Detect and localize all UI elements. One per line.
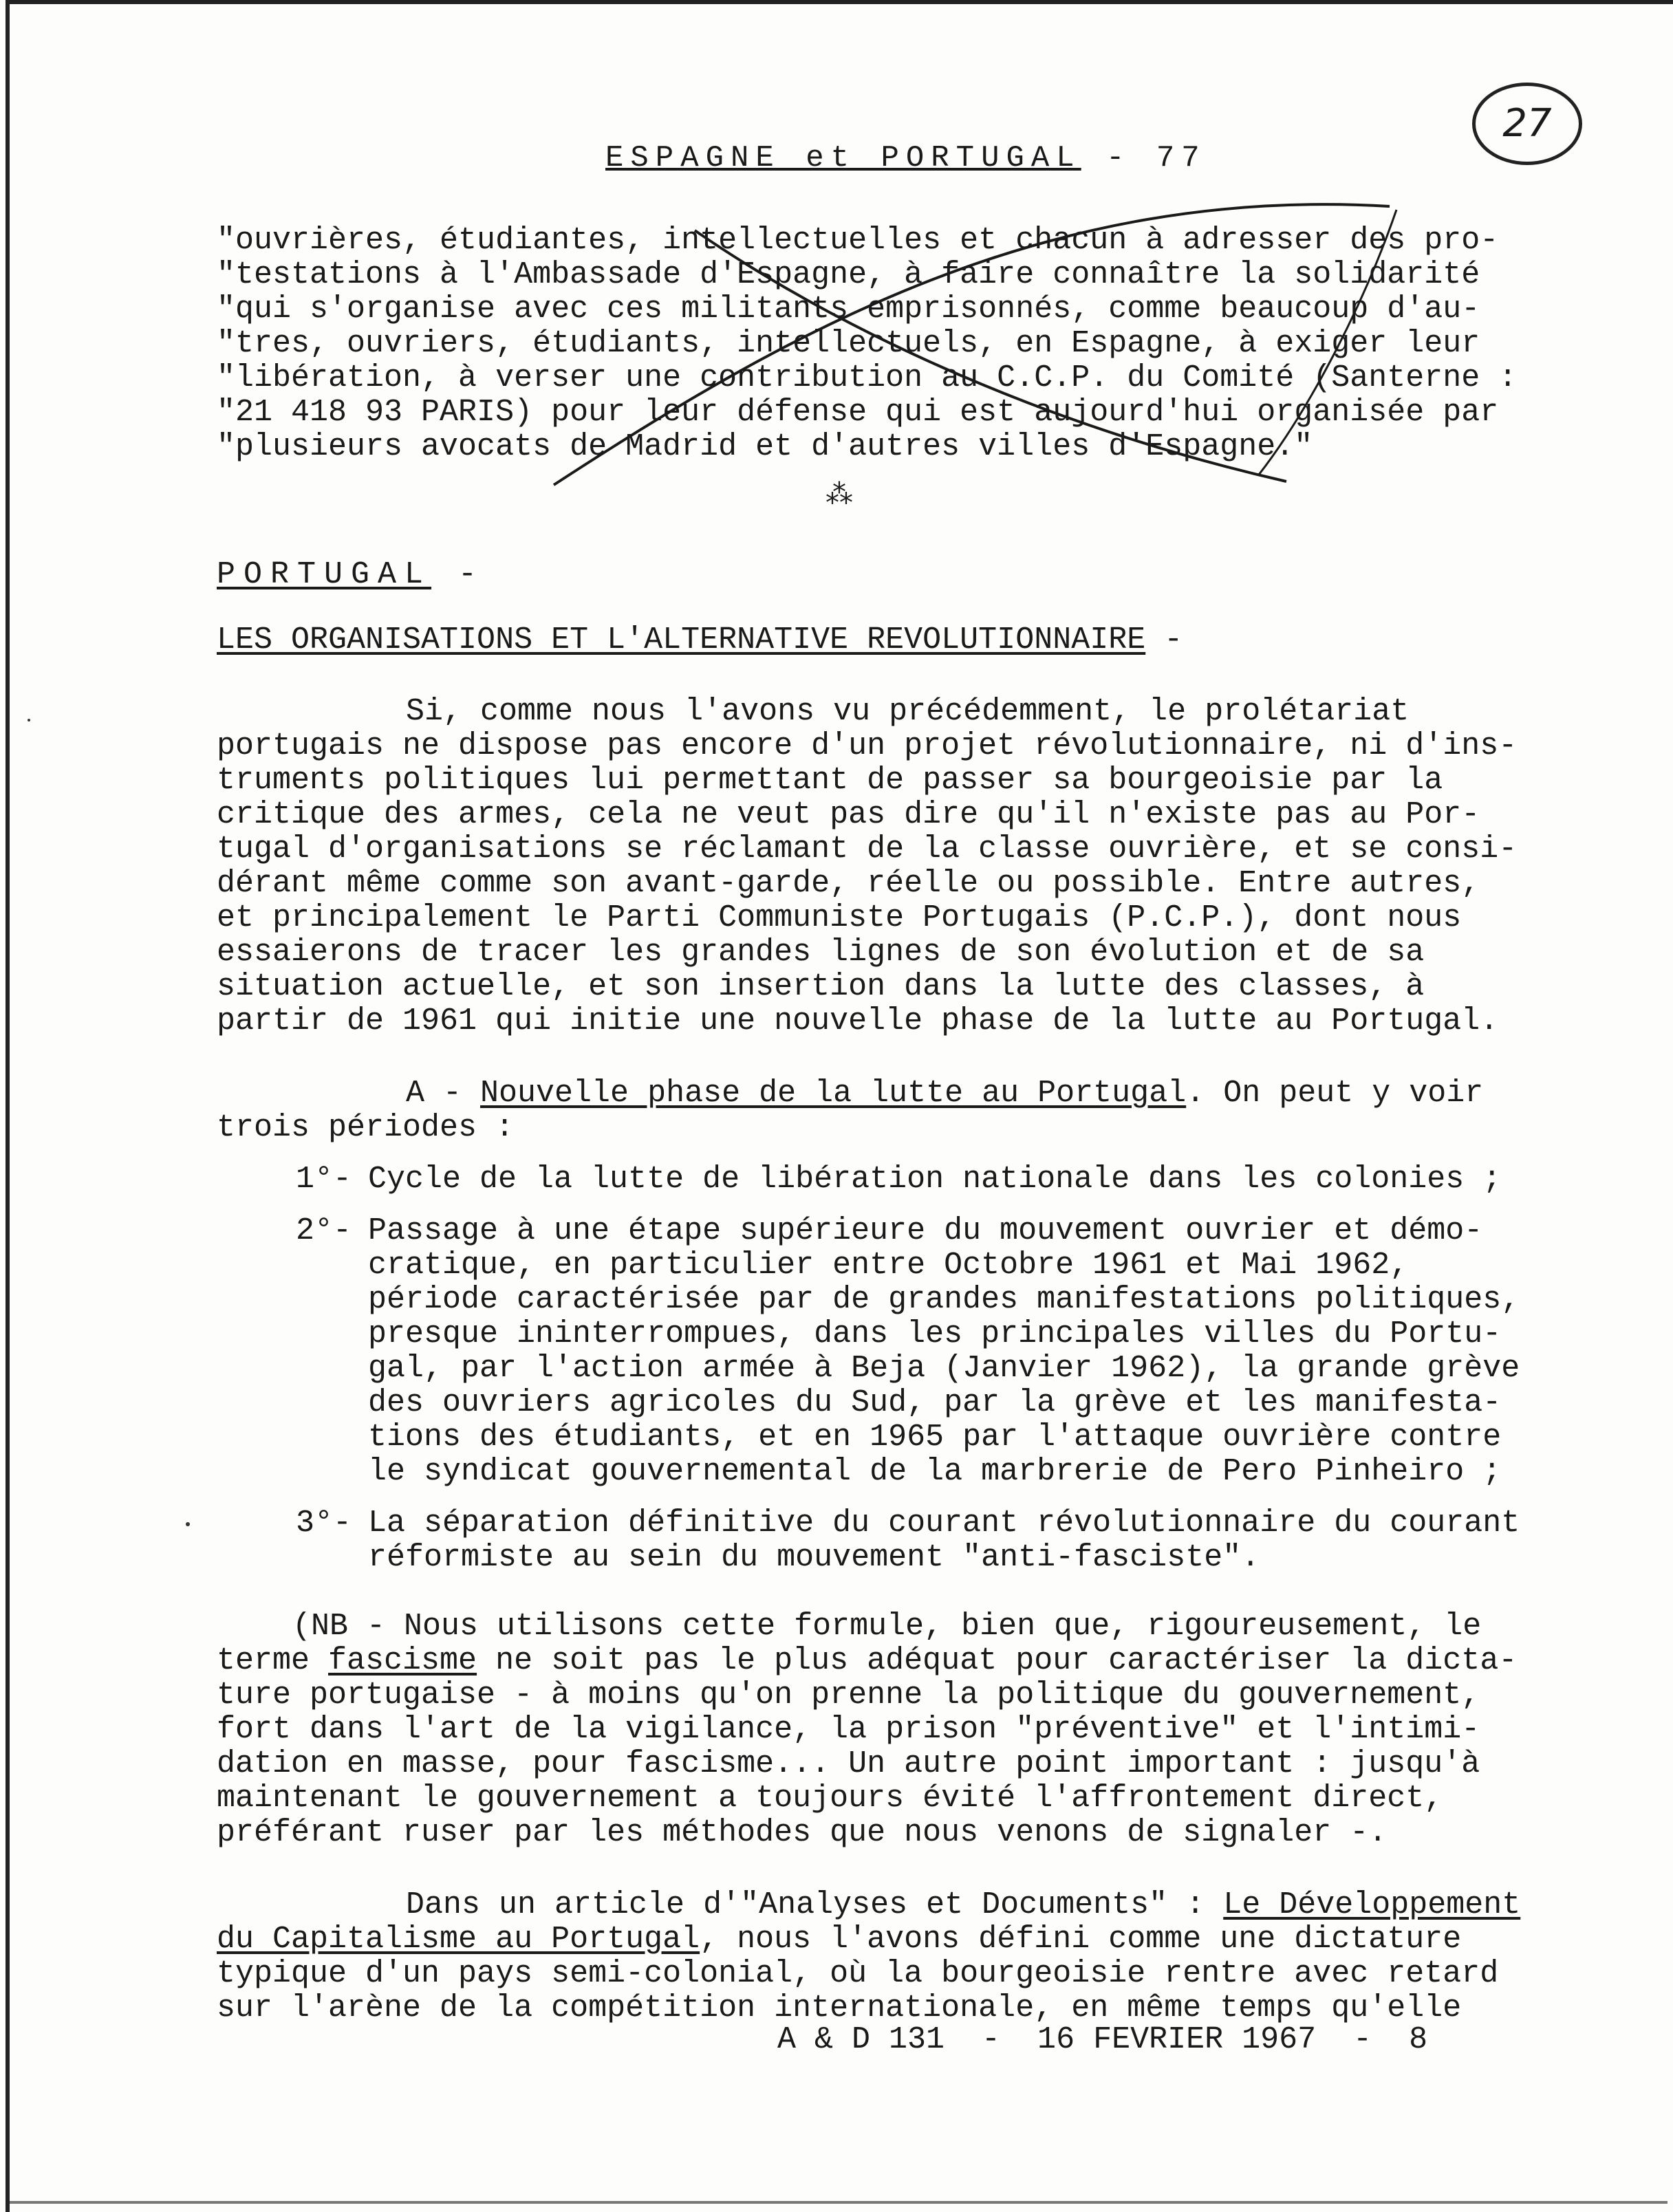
paragraph-line: essaierons de tracer les grandes lignes de son évolution et de sa (217, 935, 1425, 970)
header-separator: - (1081, 141, 1156, 175)
paragraph-line: critique des armes, cela ne veut pas dire qu'il n'existe pas au Por- (217, 797, 1480, 832)
list-item-text: presque ininterrompues, dans les principales villes du Portu- (368, 1316, 1502, 1352)
article-title: du Capitalisme au Portugal (217, 1922, 700, 1957)
paragraph-line: portugais ne dispose pas encore d'un projet révolutionnaire, ni d'ins- (217, 728, 1518, 763)
paragraph-line: et principalement le Parti Communiste Portugais (P.C.P.), dont nous (217, 900, 1462, 935)
cross-out-stroke (1259, 210, 1396, 475)
article-title: Le Développement (1223, 1887, 1521, 1922)
list-item-text: tions des étudiants, et en 1965 par l'attaque ouvrière contre (368, 1420, 1502, 1455)
paragraph-line: typique d'un pays semi-colonial, où la bourgeoisie rentre avec retard (217, 1956, 1499, 1991)
list-item-number: 1°- (296, 1162, 352, 1197)
cross-out-marks (0, 0, 1673, 495)
scan-speck (28, 719, 30, 722)
page-footer: A & D 131 - 16 FEVRIER 1967 - 8 (777, 2022, 1428, 2057)
list-item-text: Cycle de la lutte de libération nationale dans les colonies ; (368, 1162, 1502, 1197)
nb-note-line: maintenant le gouvernement a toujours évité l'affrontement direct, (217, 1781, 1443, 1816)
spain-line: "testations à l'Ambassade d'Espagne, à faire connaître la solidarité (217, 257, 1480, 292)
cross-out-stroke (554, 204, 1390, 485)
spain-line: "ouvrières, étudiantes, intellectuelles et chacun à adresser des pro- (217, 223, 1499, 258)
paragraph-line: tugal d'organisations se réclamant de la classe ouvrière, et se consi- (217, 832, 1518, 867)
list-item-text: gal, par l'action armée à Beja (Janvier 1962), la grande grève (368, 1351, 1520, 1386)
list-item-text: Passage à une étape supérieure du mouvement ouvrier et démo- (368, 1213, 1483, 1248)
subheading-label: LES ORGANISATIONS ET L'ALTERNATIVE REVOLUTIONNAIRE (217, 622, 1146, 658)
scan-speck (186, 1522, 190, 1526)
paragraph-line: situation actuelle, et son insertion dans la lutte des classes, à (217, 969, 1425, 1004)
paragraph-line: du Capitalisme au Portugal, nous l'avons défini comme une dictature (217, 1922, 1462, 1957)
paragraph-line: dérant même comme son avant-garde, réelle ou possible. Entre autres, (217, 866, 1480, 901)
spain-line: "plusieurs avocats de Madrid et d'autres villes d'Espagne." (217, 429, 1313, 464)
paragraph-line: Si, comme nous l'avons vu précédemment, le prolétariat (406, 694, 1410, 729)
section-heading-label: PORTUGAL (217, 557, 432, 592)
list-item-text: période caractérisée par de grandes manifestations politiques, (368, 1282, 1520, 1317)
spain-line: "tres, ouvriers, étudiants, intellectuels, en Espagne, à exiger leur (217, 326, 1480, 361)
list-item-text: réformiste au sein du mouvement "anti-fasciste". (368, 1540, 1260, 1575)
section-a-title: Nouvelle phase de la lutte au Portugal (480, 1076, 1187, 1111)
paragraph-line: partir de 1961 qui initie une nouvelle phase de la lutte au Portugal. (217, 1004, 1499, 1039)
section-divider-asterism: ⁂ (825, 481, 853, 512)
nb-note-line: (NB - Nous utilisons cette formule, bien que, rigoureusement, le (292, 1609, 1482, 1644)
header-title: ESPAGNE et PORTUGAL (605, 141, 1081, 175)
list-item-text: des ouvriers agricoles du Sud, par la grève et les manifesta- (368, 1385, 1502, 1420)
list-item-number: 3°- (296, 1506, 352, 1541)
paragraph-line: truments politiques lui permettant de passer sa bourgeoisie par la (217, 763, 1443, 798)
paragraph-line: Dans un article d'"Analyses et Documents" : Le Développement (406, 1887, 1521, 1922)
nb-note-line: fort dans l'art de la vigilance, la prison "préventive" et l'intimi- (217, 1712, 1480, 1747)
nb-note-line: terme fascisme ne soit pas le plus adéquat pour caractériser la dicta- (217, 1643, 1518, 1678)
section-a-line: A - Nouvelle phase de la lutte au Portugal. On peut y voir (406, 1076, 1484, 1111)
nb-note-line: dation en masse, pour fascisme... Un autre point important : jusqu'à (217, 1746, 1480, 1781)
header-page-number: 77 (1156, 141, 1207, 175)
list-item-text: La séparation définitive du courant révolutionnaire du courant (368, 1506, 1520, 1541)
spain-line: "libération, à verser une contribution au C.C.P. du Comité (Santerne : (217, 360, 1518, 395)
nb-note-line: préférant ruser par les méthodes que nous venons de signaler -. (217, 1815, 1388, 1850)
paragraph-line: sur l'arène de la compétition internationale, en même temps qu'elle (217, 1991, 1462, 2026)
nb-note-term: fascisme (328, 1643, 477, 1678)
folio-number-circled: 27 (1472, 83, 1582, 165)
nb-note-line: ture portugaise - à moins qu'on prenne la politique du gouvernement, (217, 1678, 1480, 1713)
list-item-number: 2°- (296, 1213, 352, 1248)
spain-line: "21 418 93 PARIS) pour leur défense qui est aujourd'hui organisée par (217, 395, 1499, 430)
page-border-bottom (10, 2201, 1667, 2204)
cross-out-stroke (695, 230, 1286, 481)
section-a-line: trois périodes : (217, 1110, 515, 1145)
section-heading: PORTUGAL - (217, 557, 486, 592)
subheading: LES ORGANISATIONS ET L'ALTERNATIVE REVOLUTIONNAIRE - (217, 622, 1183, 658)
list-item-text: cratique, en particulier entre Octobre 1961 et Mai 1962, (368, 1248, 1409, 1283)
list-item-text: le syndicat gouvernemental de la marbrerie de Pero Pinheiro ; (368, 1454, 1502, 1489)
spain-line: "qui s'organise avec ces militants emprisonnés, comme beaucoup d'au- (217, 292, 1480, 327)
